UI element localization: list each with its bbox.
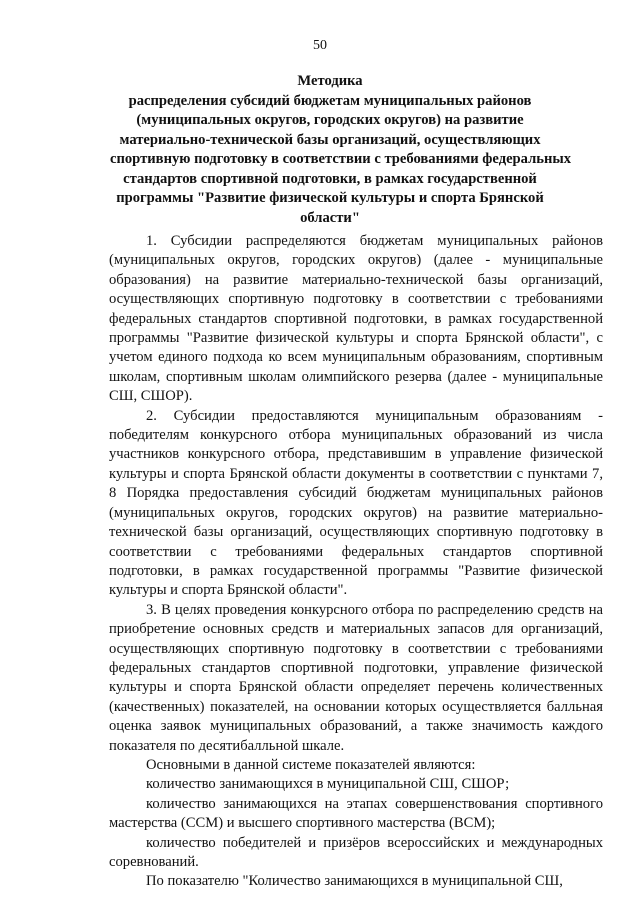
indicator-item: количество занимающихся на этапах совершенствования спортивного мастерства (ССМ) и высшего спортивного мастерства (ВСМ);: [109, 795, 603, 832]
title-line: области": [300, 209, 360, 226]
indicators-intro: Основными в данной системе показателей являются:: [146, 756, 476, 773]
title-line: спортивную подготовку в соответствии с требованиями федеральных: [110, 151, 572, 167]
document-title: [110, 72, 572, 228]
title-line: (муниципальных округов, городских округов) на развитие: [136, 112, 524, 128]
title-line: программы "Развитие физической культуры и спорта Брянской: [116, 190, 544, 206]
title-line: распределения субсидий бюджетам муниципальных районов: [128, 92, 532, 109]
paragraph-1: 1. Субсидии распределяются бюджетам муниципальных районов (муниципальных округов, городских округов) (далее - муниципальные образования) на развитие материально-технической базы организаций, осуществляющих спортивную подготовку в соответствии с требованиями федеральных стандартов спортивной подготовки, в рамках государственной программы "Развитие физической культуры и спорта Брянской области", с учетом единого подхода ко всем муниципальным образованиям, спортивным школам, спортивным школам олимпийского резерва (далее - муниципальные СШ, СШОР).: [109, 233, 603, 405]
title-line: материально-технической базы организаций, осуществляющих: [119, 131, 541, 148]
title-line: стандартов спортивной подготовки, в рамках государственной: [123, 170, 537, 187]
paragraph-2: 2. Субсидии предоставляются муниципальным образованиям - победителям конкурсного отбора муниципальных образований из числа участников конкурсного отбора, представившим в управление физической культуры и спорта Брянской области документы в соответствии с пунктами 7, 8 Порядка предоставления субсидий бюджетам муниципальных районов (муниципальных округов, городских округов) на развитие материально-технической базы организаций, осуществляющих спортивную подготовку в соответствии с требованиями федеральных стандартов спортивной подготовки, в рамках государственной программы "Развитие физической культуры и спорта Брянской области".: [109, 407, 603, 599]
indicator-item: количество занимающихся в муниципальной СШ, СШОР;: [146, 776, 510, 793]
paragraph-3: 3. В целях проведения конкурсного отбора по распределению средств на приобретение основных средств и материальных запасов для организаций, осуществляющих спортивную подготовку в соответствии с требованиями федеральных стандартов спортивной подготовки, управление физической культуры и спорта Брянской области определяет перечень количественных (качественных) показателей, на основании которых осуществляется балльная оценка заявок муниципальных образований, а также значимость каждого показателя по десятибалльной шкале.: [109, 601, 603, 754]
page-number: 50: [313, 38, 327, 53]
indicator-item: количество победителей и призёров всероссийских и международных соревнований.: [109, 834, 603, 870]
title-line: Методика: [297, 73, 363, 89]
paragraph-continuation: По показателю "Количество занимающихся в муниципальной СШ,: [146, 873, 563, 890]
document-body: [109, 232, 603, 892]
